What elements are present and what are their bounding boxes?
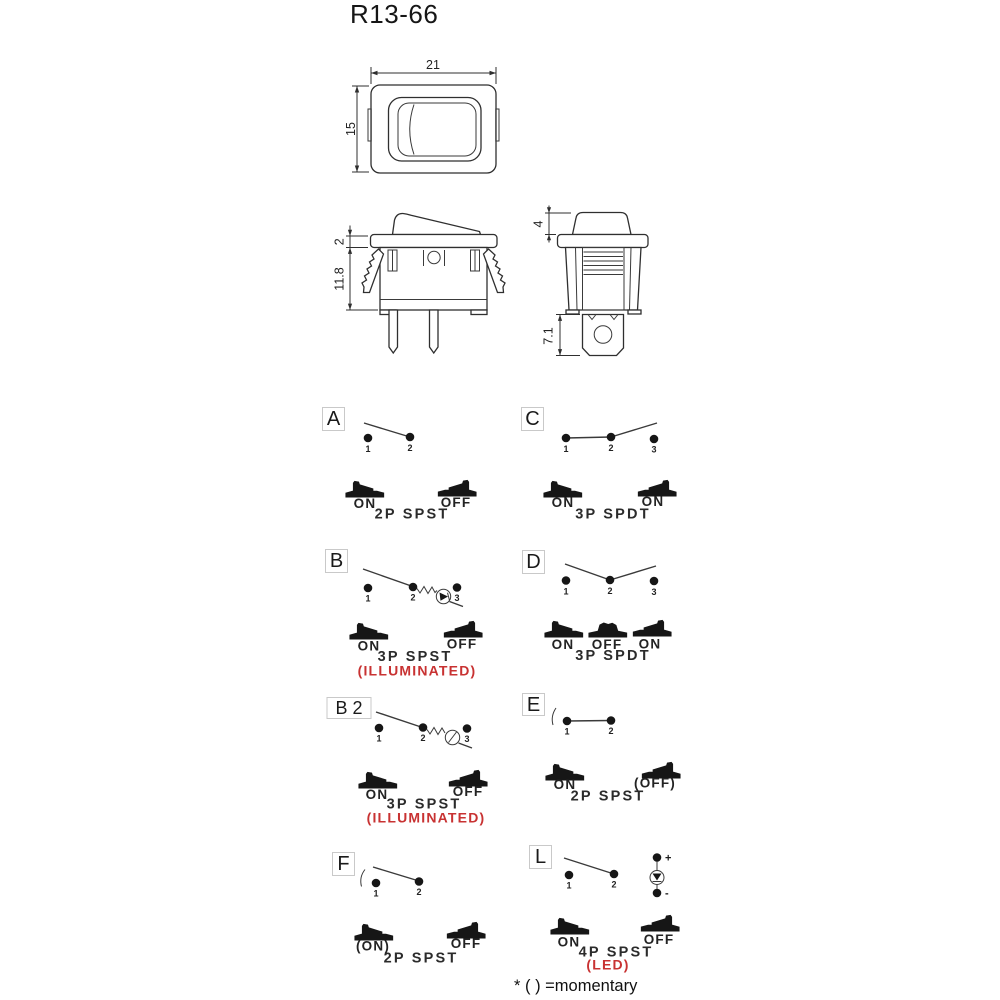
momentary-note: * ( ) =momentary bbox=[514, 977, 638, 995]
dim-terminal: 7.1 bbox=[541, 327, 556, 345]
terminal-number: 1 bbox=[376, 733, 382, 744]
led-plus-label: + bbox=[665, 852, 672, 865]
terminal-number: 3 bbox=[651, 444, 657, 455]
rocker-label: ON bbox=[557, 934, 581, 950]
terminal-number: 2 bbox=[608, 726, 614, 736]
rocker-label: ON bbox=[638, 636, 662, 652]
section-letter: B bbox=[329, 550, 344, 572]
rocker-off-icon bbox=[588, 623, 627, 638]
terminal-number: 3 bbox=[464, 734, 470, 744]
terminal-number: 2 bbox=[407, 443, 413, 453]
terminal-number: 1 bbox=[563, 586, 569, 597]
rocker-on-icon bbox=[544, 621, 583, 638]
section-letter: C bbox=[525, 408, 540, 430]
section-letter: F bbox=[337, 853, 350, 875]
terminal-number: 2 bbox=[608, 443, 614, 453]
section-l bbox=[515, 840, 725, 1000]
terminal-number: 2 bbox=[611, 879, 617, 890]
rocker-label: OFF bbox=[591, 637, 623, 652]
dim-width: 21 bbox=[426, 58, 440, 72]
side-view-drawing bbox=[520, 200, 685, 370]
led-minus-label: - bbox=[665, 887, 669, 900]
terminal-number: 1 bbox=[563, 444, 569, 454]
section-d bbox=[515, 540, 715, 670]
rocker-label: OFF bbox=[452, 784, 484, 799]
terminal-number: 1 bbox=[365, 444, 371, 454]
section-caption: 2P SPST bbox=[374, 506, 450, 523]
rocker-label: ON bbox=[551, 637, 575, 652]
rocker-label: ON bbox=[553, 777, 577, 792]
section-letter: A bbox=[326, 408, 341, 430]
section-letter: D bbox=[526, 551, 541, 573]
rocker-on-icon bbox=[633, 620, 672, 637]
rocker-label: OFF bbox=[440, 495, 472, 510]
section-f bbox=[315, 845, 525, 975]
terminal-number: 2 bbox=[420, 733, 426, 743]
rocker-label: ON bbox=[353, 496, 377, 511]
dim-bezel: 2 bbox=[332, 238, 347, 246]
section-c bbox=[515, 400, 715, 525]
terminal-number: 3 bbox=[651, 587, 657, 597]
section-subcaption: (LED) bbox=[586, 956, 630, 973]
section-caption: 3P SPDT bbox=[575, 506, 651, 523]
resistor-symbol bbox=[417, 587, 437, 594]
section-caption: 3P SPST bbox=[386, 796, 462, 813]
lamp-symbol bbox=[436, 589, 450, 603]
lamp-symbol bbox=[445, 730, 459, 744]
section-subcaption: (ILLUMINATED) bbox=[366, 809, 486, 826]
terminal-number: 3 bbox=[454, 593, 460, 603]
momentary-spring bbox=[361, 870, 365, 887]
section-caption: 3P SPDT bbox=[575, 648, 651, 664]
terminal-number: 1 bbox=[365, 593, 371, 604]
section-caption: 3P SPST bbox=[377, 649, 453, 665]
rocker-label: ON bbox=[641, 494, 665, 509]
terminal-number: 2 bbox=[607, 586, 613, 596]
led-symbol bbox=[650, 853, 671, 900]
momentary-spring bbox=[552, 708, 556, 725]
rocker-off-icon bbox=[641, 915, 680, 932]
rocker-label: (OFF) bbox=[634, 775, 676, 791]
rocker-label: OFF bbox=[446, 636, 478, 652]
terminal-number: 1 bbox=[373, 888, 379, 899]
dim-height: 15 bbox=[344, 122, 358, 136]
resistor-symbol bbox=[427, 728, 445, 735]
rocker-label: ON bbox=[365, 787, 389, 802]
terminal-number: 2 bbox=[416, 887, 422, 897]
section-e bbox=[515, 690, 715, 805]
rocker-label: ON bbox=[357, 638, 381, 654]
dim-body: 11.8 bbox=[332, 267, 347, 291]
page-title: R13-66 bbox=[350, 0, 439, 29]
section-letter: E bbox=[526, 694, 541, 716]
terminal-number: 1 bbox=[566, 880, 572, 891]
section-a bbox=[315, 400, 515, 525]
terminal-number: 2 bbox=[410, 592, 416, 603]
top-view-drawing bbox=[335, 50, 525, 185]
rocker-off-icon bbox=[444, 621, 483, 638]
rocker-label: OFF bbox=[643, 932, 675, 947]
rocker-on-icon bbox=[550, 918, 589, 935]
section-caption: 4P SPST bbox=[578, 944, 654, 961]
section-caption: 2P SPST bbox=[383, 950, 459, 967]
section-b bbox=[315, 540, 515, 685]
section-letter: L bbox=[534, 846, 547, 868]
rocker-label: (ON) bbox=[355, 938, 391, 954]
section-caption: 2P SPST bbox=[570, 788, 646, 805]
terminal-number: 1 bbox=[564, 726, 570, 737]
rocker-label: OFF bbox=[450, 936, 482, 951]
rocker-label: ON bbox=[551, 495, 575, 510]
front-view-drawing bbox=[330, 200, 525, 365]
section-b2 bbox=[315, 690, 515, 835]
section-subcaption: (ILLUMINATED) bbox=[357, 662, 477, 679]
dim-actuator: 4 bbox=[531, 220, 546, 228]
rocker-on-icon bbox=[349, 623, 388, 640]
section-letter: B 2 bbox=[335, 698, 363, 718]
